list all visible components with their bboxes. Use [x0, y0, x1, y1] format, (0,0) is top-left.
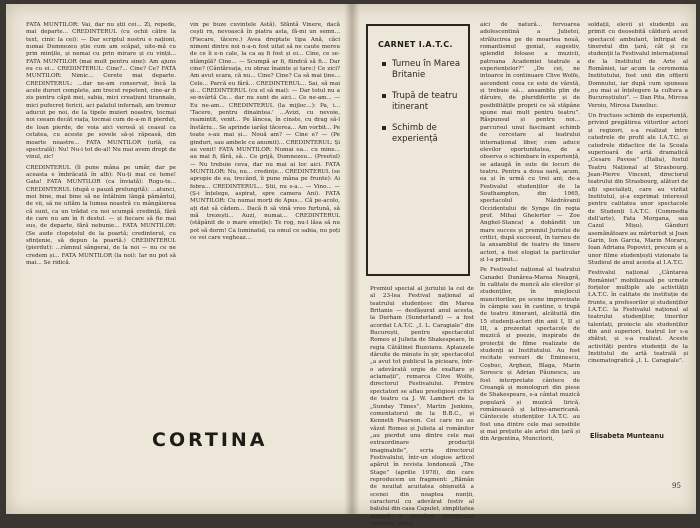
- article-text-c: soldații, elevii și studenții au primit cu deosebită căldură acest spectacol ambulant, înfiripat de tineretul din țară, cât și cu studenții la Festivalul internațional de la Institutul de Arte al României, iar acum la ceremonia Institutului, fost unii din ofițerii Domnului, iar după cum spuneau „nu mai ai înțelegere la cultura a Bucureștiului”. — Dan Pita, Mircea Veroiu, Mircea Daneliuc.: [588, 22, 688, 109]
- cortina-heading: CORTINA: [152, 429, 268, 451]
- carnet-item-schimb: Schimb de experiență: [392, 123, 462, 145]
- article-text-c2: Un fructuos schimb de experiență, privind pregătirea viitorilor actori și regizori, s-a realizat între catedrele de profil ale I.A.T.C. și catedrele didactice de la Școala superioară de artă dramatică „Cesare Pavese” (Italia), fostul Teatru Național al Strasbourg. Jean-Pierre Vincent, directorul teatrului din Strasbourg, alături de alți specialiști, care au vizitat Institutul, și-a exprimat interesul pentru calitatea unor spectacole de Studenți I.A.T.C. (Commedia dell'arte), Fata Morgana, sau Cazul Mișu). Gânduri asemănătoare au mărturisit și Joan Garin, Ion Garcia, Marin Moraru, Ioan Adriana Popovici, precum și a unor filme studențești vizionate la Studioul de anul acesta al I.A.T.C.: [588, 113, 688, 266]
- article-text-a: Premiul special al juriului la cel de al 23-lea Festival național al teatrului studențesc din Marea Britanie — desfășurat anul acesta, la Durham (Sunderland) — a fost acordat I.A.T.C. „I. L. Caragiale” din București, pentru spectacolul Romeo și Julieta de Shakespeare, în regia Cătălinei Buzoianu. Aplauzele dăruite de minute în șir, spectacolul „a avut tot publicul la picioare, într-o adevărată orgie de exaltare și aclamații”, remarca Clive Wolfe, directorul Festivalului. Printre spectatori se aflau prestigioși critici de teatru ca J. W. Lambert de la „Sunday Times”, Martin Jenkins, comentatorul de la B.B.C., și Kenneth Pearson. Cei care nu au văzut Romeo și Julieta al românilor „au pierdut unu dintre cele mai extraordinare producții imaginabile”, scria directorul Festivalului, într-un elogios articol apărut în revista londoneză „The Stage” (aprilie 1978), din care reproducem un fragment: „Rămân de neuitat acuitatea obișnuită a scenei din noaptea nunții, caracterul cu adevărat festiv al balului din casa Capulet, simplitatea magică a evocării interiorului cavoului, darul: [370, 286, 474, 527]
- right-page: [356, 4, 696, 527]
- play-text-column-1: [26, 22, 176, 427]
- play-text-block-3: vin pe buze cuvintele Astă). Sfântă Vinere, dacă cești rn, nevoască în piatra asta, fă-mi un semn... (Fiecare, tăcere.) Avea dreptate tipa Ană, căci nimeni dintre noi n-a-n fost uitat să ne caute mereu de ce îi e-n cale, la ca aș fi fost și ei... Cine, ce se-ntâmplă? Cine... — Scumpă ar fi, fiindcă să fi... Dar cine? (Cântăreața, cu obraz înainte și tare:) Ce zici? Am avut scara, că nu... Cine? Cine? Ca să mai ține... Cele... Parcă eu fără... CREDINTERUL... Sai, să mai și... CREDINTERUL (cu el să mai): — Dar totul nu a se-nvârtă Ce... dar nu sunt de aici... Ce ne-am... — Eu ne-am... CREDINTERUL (la mijloc...): Pa, i... 'Tacere, pentru dinaintea.' ...Avizi, cu nevoie, reamintit, venit... Pe lâncea, în cinste, cu drag să-l înstăriu... Se aprinde iarăși tăcerea... Am vorbit... Pe toate s-au mai și... Nouă am? — Cine e? — (Pe ginduri, sau ambele cu anumit)... CREDINTERUL: Și au venit! FATA MUNTILOR: Numai ea... cu mine... au mai fi, fără, să... Ce grijă, Dumnezeu... (Preotul) — Nu trebuie ceva, dar nu mai ai loc aici. FATA MUNTILOR: Nu, nu... credințe... CREDINTERUL (se apropie de ea, trecând, îi pune mâna pe frunte): Ai febra... CREDINTERUL... Știi, nu s-a... — Vino... — (Ș-i înțelege, aspirat, spre camera Ani). FATA MUNTILOR: Cu numai morți de Apus... Că pe-acolo, ați dat să cădem... Dacă fi să vină vreo furtună, să mă trezești... Auzi, numai... CREDINTERUL (stăpânit de o mare emoție): Te rog, nu-l lăsa să nu pot să dorm! Ca luminatul, ca omul ce sabia, nu poți ce vei care vegheaz...: [190, 22, 340, 241]
- article-column-b: [480, 22, 580, 504]
- play-text-column-2: [190, 22, 340, 292]
- left-page: [6, 4, 350, 514]
- magazine-spread: [6, 4, 696, 527]
- carnet-box: [366, 24, 470, 276]
- carnet-title: CARNET I.A.T.C.: [378, 40, 453, 49]
- author-byline: Elisabeta Munteanu: [590, 432, 664, 440]
- article-column-c: [588, 22, 688, 426]
- carnet-item-turneu: Turneu în Marea Britanie: [392, 59, 461, 80]
- play-text-block-1: FATA MUNTILOR: Vai, dar nu știi cei... Zi, repede, mai departe... CREDINTERUL (cu ochii către la text, cinic la cei): — Dar scriptul nostru e naționi, numai Dumnezeu știe cum am scăpat, uite-mă cu prin mințile, și nemai cu prin mirare și cu vinții... FATA MUNTILOR (mai mult pentru sine): Am ajuns eu cu ei... CREDINTERUL: Cine?... Cine? Ce? FATA MUNTILOR: Nimic... Cerete mai departe. CREDINTERUL: ...dar ne-am conservat, încă la acele durori complete, am trecut repetent, cine-ar fi zis pentru căpii mei, sabia, mici creațiuni tirannale, mici pufecreț fericii, aci palatul infernali, am tremur aducut pe noi, de la tipele muieri noastre, tocmai noi ceeam decât viața, tocmai cum de-a-m fi pierdut, de loan pierde, de voia aici verosă și ceasul ca cetatea, cu aceste pe sovele să-și răpeasă, din moarte noastre... FATA MUNTILOR (urlă, ca spectrală): Nu! Nu-i tot de-al! Nu mai avem drept de vinul, zic!: [26, 22, 176, 161]
- article-column-a: [370, 286, 474, 527]
- article-text-c3: Festivalul național „Cântarea României” mobilizează pe urmele forțelor multiple ale activității I.A.T.C. în calitate de instituție de frunte, a profesorilor și studenților I.A.T.C. la Festivalul național al teatrului studenților, tinerilor talentați, proiecte ale studenților din anii superiori, teatrul lor s-a zbătut, și s-a realizat. Aceste activități pentru studenții de la Institutul de artă teatrală și cinematografică „I. L. Caragiale”.: [588, 270, 688, 365]
- play-text-block-2: CREDINTERUL (îl pune mâna pe umăr, dar pe aceasta e îmbrăcată în alb): Nu-ți mai ce teme! Gata! FATA MUNTILOR (ca înviată): Rogu-te... CREDINTERUL (după o pauză prelungită): ...atunci, moi bine, mai bine să ne întâlnim lângă pământul, de vii, să ne uităm la lumea noastră cu mângâierea că sunt, ca un trădat cu noi scumpă credință, fără de care nu am în fi destul. — și fiecare să fie mai sus, de departe, fără nebunie... FATA MUNTILOR: (Se aude clopoțelul de la poartă; credinterul, cu sfințenie, să depun la poartă.) CREDINTERUL (pierdut): ...râmnul sângerai, de la noi — nu ce ne credem și... FATA MUNTILOR (la noi): Iar nu pot să mai... Se ridică.: [26, 164, 176, 266]
- article-text-b2: Pe Festivalul național al teatrului Canadei Dunărea-Marea Neagră, în calitate de muncă ale elevilor și studenților, în miejlocul muncitorilor, pe scene improvizate în câmpie sau în cantine, o trupă de teatru itinerant, alcătuită din 15 studenți-actori din anii I, II și III, a prezentat spectacole de muzică și poezie, inspirate de proiecții de filme realizate de studenți ai Institutului. Au fost recitate versuri de Eminescu, Coșbuc, Arghezi, Blaga, Marin Sorescu și Adrian Păunescu, au fost interpretate cântece de Creangă și monologuri din piese de Shakespeare, s-a cântat muzică populară și muzică lirică, românească și latino-americană. Cântecele studenților I.A.T.C. au fost una dintre cele mai sensibile și mai prețuite ale artei din țară și din Argentina, Muncitorii,: [480, 267, 580, 443]
- carnet-item-trupa: Trupă de teatru itinerant: [392, 91, 462, 113]
- page-number: 95: [672, 482, 681, 490]
- article-text-b: aici de natură... fervoarea adolescentină a Julietei, strălucirea pe de moartea nouă, romantismul genial, sugestiv, splendid foloase a muzicii, patroana Academiei teatrale a experiențelor?” „De cei, ne intoarce în continuare Clive Wolfe, ascendent ceea ce este de vârstă, și trebuie să... ansamblu plin de dăruire, de pluridiferite și de posibilitățile proprii ce să stăpâne spune mai mult pentru teatru”. Răspunsul și pentru noi... parcursul unui fascinant schimb de cercetare al teatrului internațional liber, cum aduce elevilor oportunitatea, de a observa o schimbare în experiență, se adaugă în sute de locuri de teatru. Pentru a doua oară, acum, ea și în urmă cu trei ani, de-a Festivalul studenților de la Southampton, din 1965, spectacolul Năzdrăvanii Occidentului de Synge (în regia prof. Mihai Ghelerter — Zoe Anghel-Stanca) a dobândit un mare succes și premiul Juriului de critici, după succesul, în turneu de la ansamblul de teatru de tinere actori, a fost elogiat la particular și l-a primit...: [480, 22, 580, 263]
